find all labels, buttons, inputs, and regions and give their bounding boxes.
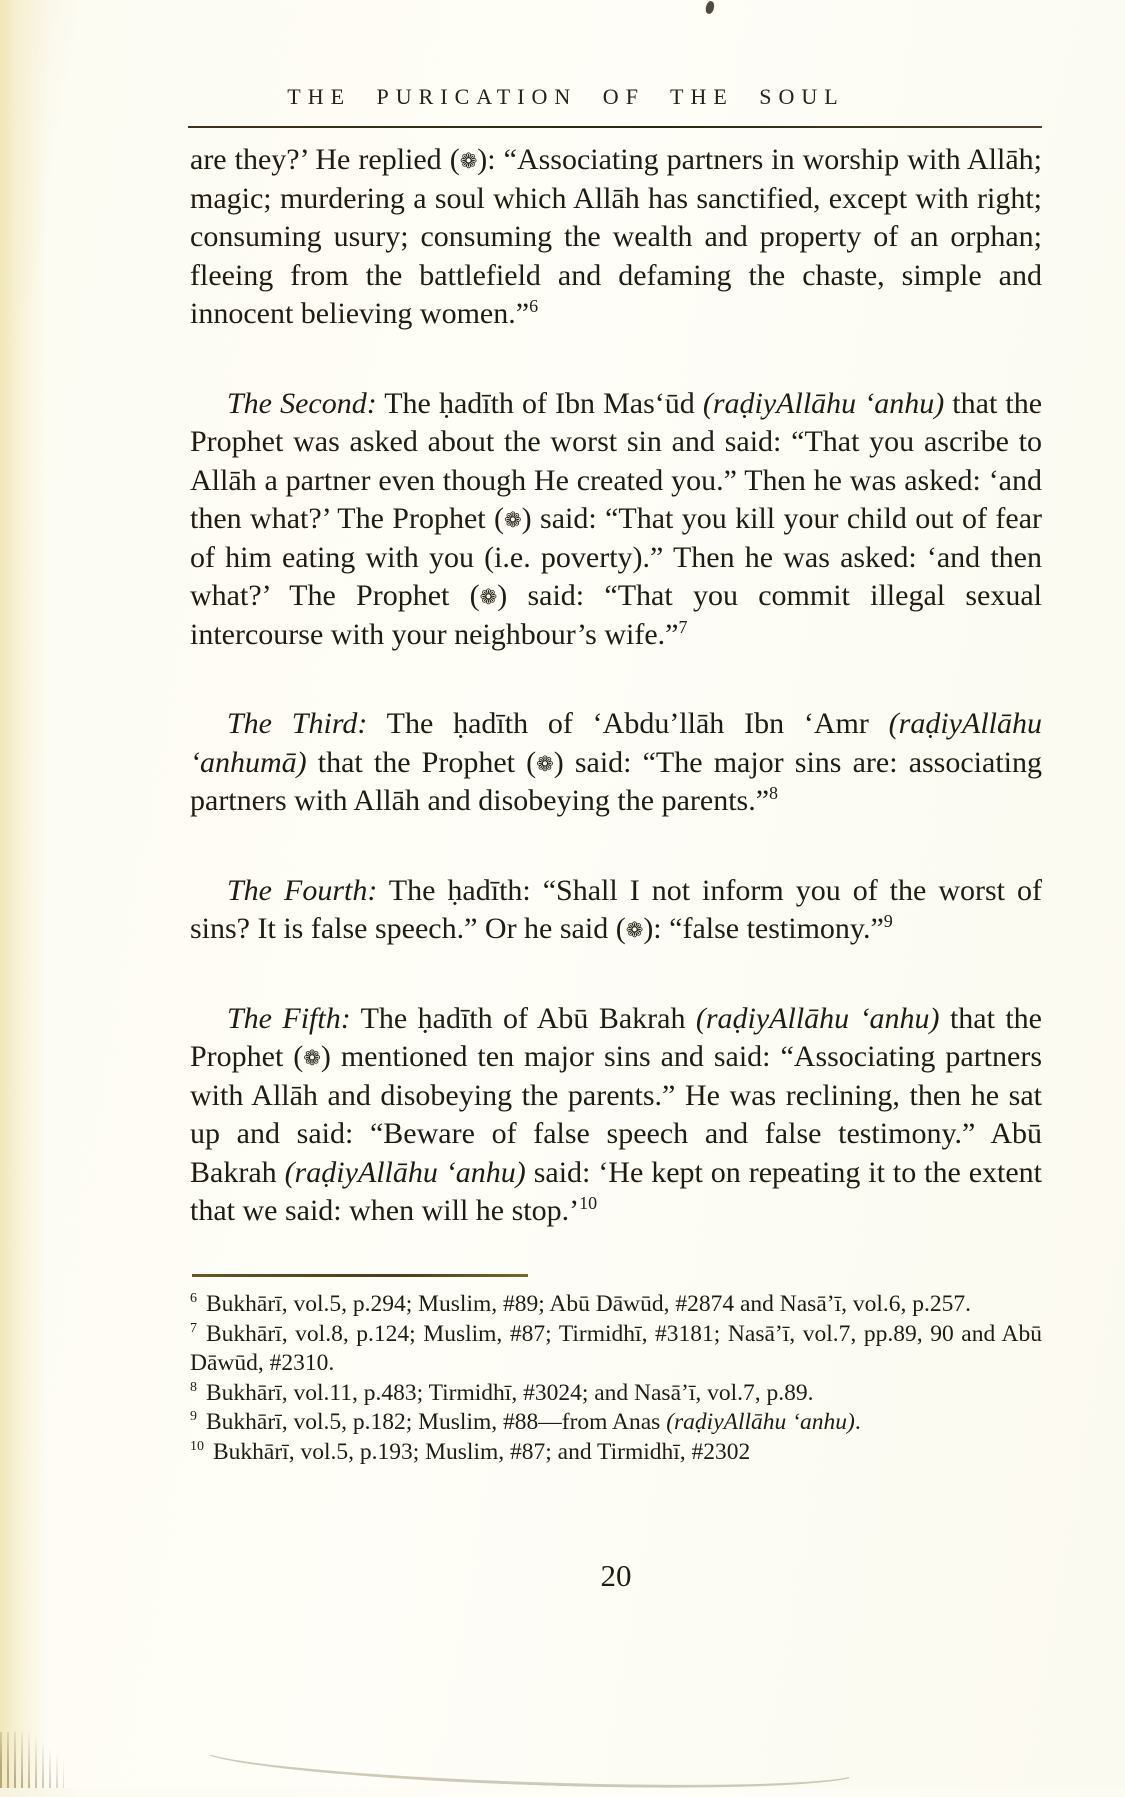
italic-run: The Fourth:	[227, 873, 378, 907]
footnote-separator	[192, 1274, 528, 1277]
footnote-marker: 7	[190, 1320, 197, 1336]
footnote-marker: 6	[190, 1291, 197, 1307]
prophet-honorific-icon: ❁	[536, 751, 554, 776]
footnote-ref: 9	[883, 911, 893, 931]
footnote-item	[190, 1408, 1042, 1438]
text-run: ) said: “That you kill your child out of fear of him eating with you (i.e. poverty).” Then he was asked: ‘and then what?’ The Prophet (	[190, 502, 1043, 612]
italic-run: (raḍiyAllāhu ‘anhu)	[695, 1001, 940, 1035]
text-run: ): “false testimony.”	[643, 912, 884, 945]
italic-run: (raḍiyAllāhu ‘anhumā)	[190, 707, 1042, 779]
scan-corner-streaks	[0, 1732, 64, 1788]
scan-speck	[704, 0, 716, 15]
prophet-honorific-icon: ❁	[303, 1046, 321, 1070]
body-paragraph	[190, 385, 1042, 655]
footnote-ref: 7	[678, 616, 688, 637]
prophet-honorific-icon: ❁	[504, 508, 522, 532]
footnote-item	[190, 1438, 1042, 1468]
italic-run: The Third:	[227, 707, 368, 740]
text-run: The ḥadīth: “Shall I not inform you of the worst of sins? It is false speech.” Or he said (	[190, 873, 1042, 945]
text-run: that the Prophet was asked about the worst sin and said: “That you ascribe to Allāh a partner even though He created you.” Then he was asked: ‘and then what?’ The Prophet (	[190, 386, 1043, 535]
text-run: that the Prophet (	[306, 745, 537, 779]
text-run: The ḥadīth of ‘Abdu’llāh Ibn ‘Amr	[367, 707, 889, 740]
text-run: that the Prophet (	[190, 1001, 1043, 1073]
footnote-ref: 8	[769, 783, 779, 803]
text-run: .	[854, 1409, 861, 1435]
footnotes	[190, 1290, 1042, 1467]
footnote-ref: 10	[579, 1193, 598, 1213]
italic-run: (raḍiyAllāhu ‘anhu)	[284, 1155, 526, 1189]
body-text	[190, 141, 1042, 1231]
body-paragraph	[190, 705, 1042, 821]
italic-run: (raḍiyAllāhu ‘anhu)	[666, 1409, 855, 1435]
text-run: Bukhārī, vol.11, p.483; Tirmidhī, #3024; and Nasā’ī, vol.7, p.89.	[206, 1379, 814, 1406]
prophet-honorific-icon: ❁	[459, 149, 478, 173]
text-run: The ḥadīth of Ibn Mas‘ūd	[376, 386, 703, 420]
footnote-ref: 6	[529, 296, 539, 316]
footnote-item	[190, 1379, 1042, 1409]
text-run: ) mentioned ten major sins and said: “Associating partners with Allāh and disobeying the parents.” He was reclining, then he sat up and said: “Beware of false speech and false testimony.” Abū Bakrah	[190, 1040, 1043, 1189]
text-run: Bukhārī, vol.8, p.124; Muslim, #87; Tirmidhī, #3181; Nasā’ī, vol.7, pp.89, 90 and Abū Dāwūd, #2310.	[190, 1320, 1042, 1376]
footnote-item	[190, 1290, 1042, 1320]
footnote-item	[190, 1320, 1042, 1379]
text-run: ): “Associating partners in worship with Allāh; magic; murdering a soul which Allāh has sanctified, except with right; consuming usury; consuming the wealth and property of an orphan; fleeing from the battlefield and defaming the chaste, simple and innocent believing women.”	[190, 143, 1042, 330]
page-curl-shadow	[197, 1724, 862, 1796]
italic-run: The Second:	[227, 386, 377, 420]
footnote-marker: 10	[190, 1438, 204, 1454]
text-run: ) said: “The major sins are: associating partners with Allāh and disobeying the parents.”	[190, 745, 1042, 817]
header-rule	[188, 126, 1042, 128]
italic-run: (raḍiyAllāhu ‘anhu)	[702, 386, 945, 420]
italic-run: The Fifth:	[227, 1001, 351, 1035]
text-run: Bukhārī, vol.5, p.294; Muslim, #89; Abū Dāwūd, #2874 and Nasā’ī, vol.6, p.257.	[206, 1291, 972, 1317]
text-run: The ḥadīth of Abū Bakrah	[350, 1001, 696, 1035]
footnote-marker: 8	[190, 1379, 197, 1395]
text-run: said: ‘He kept on repeating it to the extent that we said: when will he stop.’	[190, 1155, 1043, 1227]
text-run: ) said: “That you commit illegal sexual intercourse with your neighbour’s wife.”	[190, 579, 1042, 651]
text-run: Bukhārī, vol.5, p.182; Muslim, #88—from Anas	[206, 1409, 667, 1435]
scan-gutter-shadow	[0, 0, 48, 1788]
body-paragraph	[190, 872, 1042, 949]
prophet-honorific-icon: ❁	[479, 585, 498, 609]
page-number: 20	[600, 1558, 632, 1593]
prophet-honorific-icon: ❁	[625, 918, 644, 942]
text-run: are they?’ He replied (	[190, 143, 460, 176]
running-header: THE PURICATION OF THE SOUL	[287, 84, 845, 109]
body-paragraph	[190, 1000, 1042, 1231]
text-run: Bukhārī, vol.5, p.193; Muslim, #87; and Tirmidhī, #2302	[213, 1438, 751, 1465]
footnote-marker: 9	[190, 1409, 197, 1425]
body-paragraph	[190, 141, 1042, 334]
